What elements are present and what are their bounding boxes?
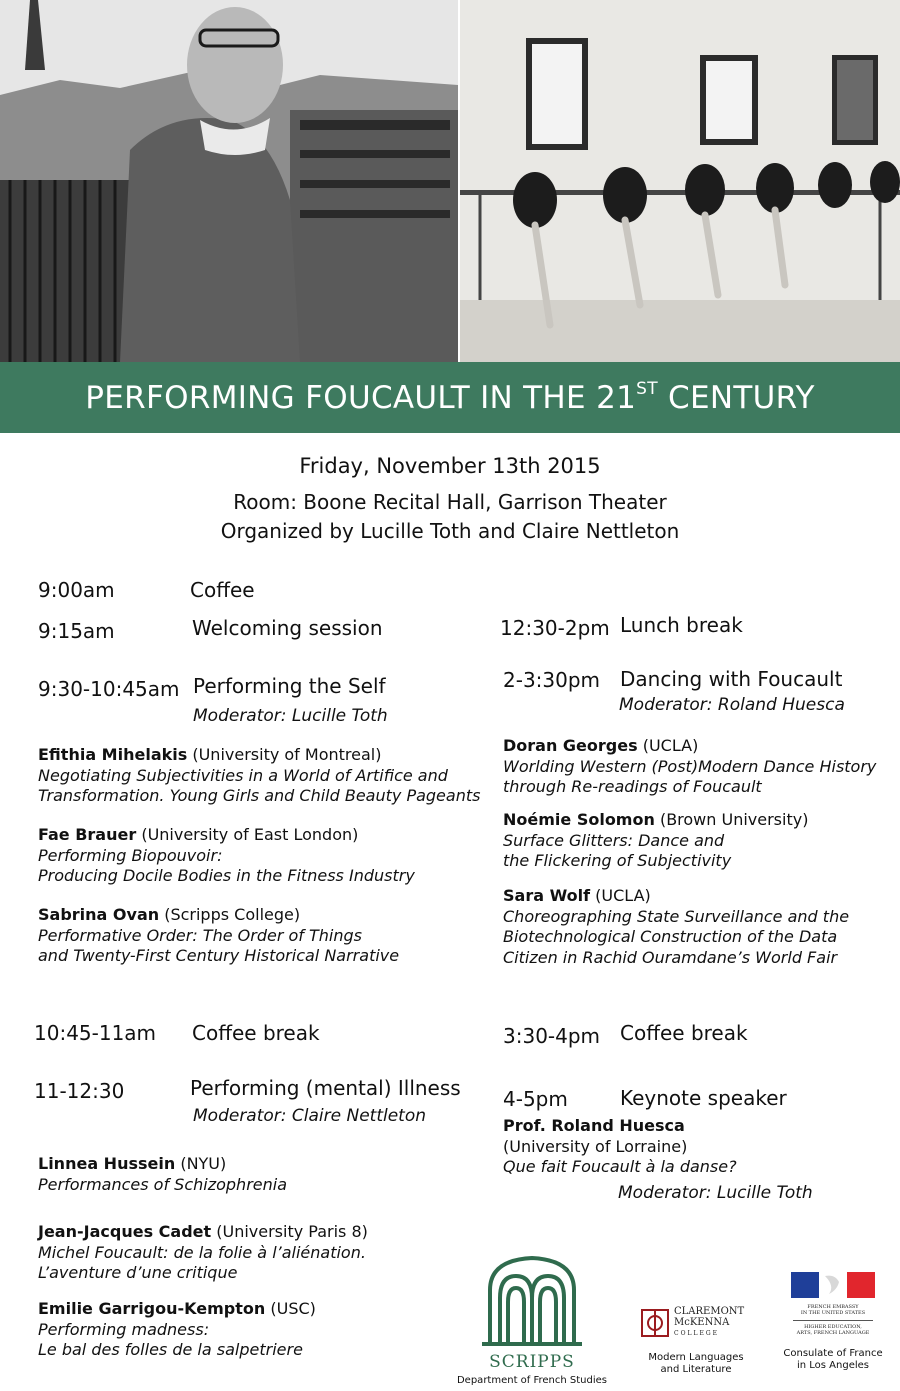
foucault-photo-art xyxy=(0,0,458,362)
speaker-name: Fae Brauer xyxy=(38,825,137,844)
talk-title: Choreographing State Surveillance and the Biotechnological Construction of the Data Citizen in Rachid Ouramdane’s World Fair xyxy=(503,906,850,967)
speaker-affiliation: (UCLA) xyxy=(637,736,699,755)
session-title-illness: Performing (mental) Illness xyxy=(190,1076,461,1100)
speaker-name: Emilie Garrigou-Kempton xyxy=(38,1299,266,1318)
embassy-line1: FRENCH EMBASSY xyxy=(807,1304,859,1310)
moderator-dancing: Moderator: Roland Huesca xyxy=(619,695,845,715)
speaker-affiliation: (University of East London) xyxy=(136,825,359,844)
speaker-name: Linnea Hussein xyxy=(38,1154,176,1173)
scripps-logo xyxy=(452,1250,612,1387)
talk-item xyxy=(38,1299,316,1361)
talk-title: Worlding Western (Post)Modern Dance History through Re-readings of Foucault xyxy=(503,756,877,796)
marianne-flag-icon xyxy=(791,1272,875,1298)
speaker-name: Doran Georges xyxy=(503,736,638,755)
time-lunch: 12:30-2pm xyxy=(500,616,610,640)
time-keynote: 4-5pm xyxy=(503,1087,568,1111)
cmc-line3: COLLEGE xyxy=(674,1330,720,1337)
talk-title: Negotiating Subjectivities in a World of Artifice and Transformation. Young Girls and Child Beauty Pageants xyxy=(38,765,481,805)
time-session2: 11-12:30 xyxy=(34,1079,125,1103)
event-keynote: Keynote speaker xyxy=(620,1086,787,1110)
talk-item xyxy=(503,736,876,798)
scripps-name: SCRIPPS xyxy=(489,1352,575,1372)
speaker-name: Jean-Jacques Cadet xyxy=(38,1222,212,1241)
speaker-affiliation: (Brown University) xyxy=(654,810,809,829)
session-title-self: Performing the Self xyxy=(193,674,386,698)
speaker-affiliation: (UCLA) xyxy=(590,886,651,905)
embassy-caption-2: in Los Angeles xyxy=(796,1360,870,1371)
title-banner xyxy=(0,362,900,433)
talk-item xyxy=(38,1154,287,1195)
cmc-line1: CLAREMONT xyxy=(674,1306,745,1317)
embassy-line4: ARTS, FRENCH LANGUAGE xyxy=(796,1330,870,1336)
embassy-logo xyxy=(780,1272,886,1372)
embassy-text xyxy=(780,1304,886,1336)
cmc-logo xyxy=(640,1306,752,1376)
speaker-affiliation: (Scripps College) xyxy=(159,905,301,924)
speaker-affiliation: (NYU) xyxy=(175,1154,227,1173)
keynote-speaker-name: Prof. Roland Huesca xyxy=(503,1116,685,1135)
talk-item xyxy=(38,825,415,887)
embassy-caption-1: Consulate of France xyxy=(783,1348,883,1359)
keynote-talk-title: Que fait Foucault à la danse? xyxy=(503,1157,737,1176)
talk-title: Performances of Schizophrenia xyxy=(38,1174,288,1194)
session-title-dancing: Dancing with Foucault xyxy=(620,667,843,691)
talk-title: Performing madness: Le bal des folles de la salpetriere xyxy=(38,1319,303,1359)
moderator-keynote: Moderator: Lucille Toth xyxy=(618,1183,813,1203)
talk-title: Michel Foucault: de la folie à l’aliénation. L’aventure d’une critique xyxy=(38,1242,366,1282)
cmc-caption-2: and Literature xyxy=(660,1364,732,1375)
event-organizers: Organized by Lucille Toth and Claire Nettleton xyxy=(220,519,680,543)
event-coffee-break-2: Coffee break xyxy=(620,1021,748,1045)
talk-item xyxy=(503,810,808,872)
ballet-photo-art xyxy=(460,0,900,362)
moderator-illness: Moderator: Claire Nettleton xyxy=(193,1106,427,1126)
speaker-name: Sara Wolf xyxy=(503,886,591,905)
speaker-affiliation: (USC) xyxy=(265,1299,316,1318)
time-coffee: 9:00am xyxy=(38,578,115,602)
embassy-line2: IN THE UNITED STATES xyxy=(800,1310,866,1316)
speaker-name: Efithia Mihelakis xyxy=(38,745,188,764)
talk-title: Performing Biopouvoir: Producing Docile Bodies in the Fitness Industry xyxy=(38,845,415,885)
keynote-details xyxy=(503,1116,737,1178)
event-room: Room: Boone Recital Hall, Garrison Theater xyxy=(233,490,667,514)
scripps-caption: Department of French Studies xyxy=(456,1375,608,1386)
event-welcome: Welcoming session xyxy=(192,616,383,640)
event-date: Friday, November 13th 2015 xyxy=(299,454,601,478)
keynote-affiliation: (University of Lorraine) xyxy=(503,1136,688,1156)
time-welcome: 9:15am xyxy=(38,619,115,643)
time-coffee-break: 10:45-11am xyxy=(34,1021,157,1045)
talk-item xyxy=(38,745,480,807)
embassy-line3: HIGHER EDUCATION, xyxy=(804,1324,862,1330)
cmc-caption-1: Modern Languages xyxy=(648,1352,744,1363)
moderator-self: Moderator: Lucille Toth xyxy=(193,706,388,726)
cmc-line2: McKENNA xyxy=(674,1317,730,1328)
speaker-name: Sabrina Ovan xyxy=(38,905,160,924)
event-coffee: Coffee xyxy=(190,578,255,602)
time-session1: 9:30-10:45am xyxy=(38,677,180,701)
page-title: PERFORMING FOUCAULT IN THE 21ST CENTURY xyxy=(85,379,815,416)
talk-item xyxy=(38,1222,368,1284)
ballet-photo xyxy=(460,0,900,362)
event-coffee-break: Coffee break xyxy=(192,1021,320,1045)
talk-item xyxy=(38,905,399,967)
cmc-book-icon xyxy=(640,1306,670,1340)
talk-title: Surface Glitters: Dance and the Flickering of Subjectivity xyxy=(503,830,732,870)
speaker-affiliation: (University of Montreal) xyxy=(187,745,382,764)
speaker-name: Noémie Solomon xyxy=(503,810,655,829)
embassy-divider xyxy=(793,1320,873,1321)
talk-item xyxy=(503,886,849,968)
time-session3: 2-3:30pm xyxy=(503,668,601,692)
foucault-photo xyxy=(0,0,458,362)
time-coffee-break-2: 3:30-4pm xyxy=(503,1024,601,1048)
event-lunch: Lunch break xyxy=(620,613,743,637)
speaker-affiliation: (University Paris 8) xyxy=(211,1222,368,1241)
scripps-arches-icon xyxy=(452,1250,612,1350)
talk-title: Performative Order: The Order of Things and Twenty-First Century Historical Narrative xyxy=(38,925,400,965)
